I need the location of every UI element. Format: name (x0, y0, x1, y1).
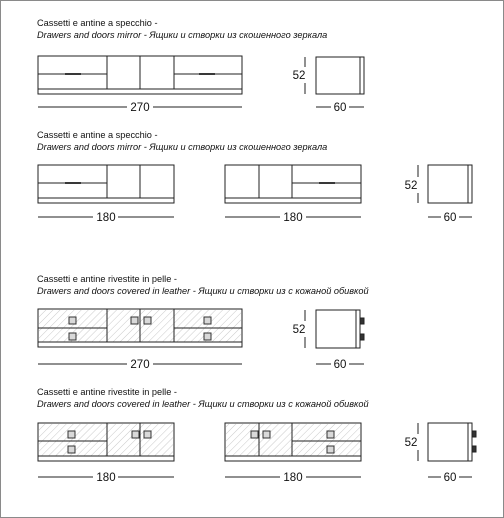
section-4-title: Cassetti e antine rivestite in pelle - (37, 387, 177, 397)
section-3-subtitle: Drawers and doors covered in leather - Ящики и створки из с кожаной обивкой (37, 286, 369, 296)
dim-label-width-180-c: 180 (96, 472, 116, 484)
section-1-subtitle: Drawers and doors mirror - Ящики и створки из скошенного зеркала (37, 30, 328, 40)
drawings (1, 1, 503, 517)
front-view-270-leather (38, 309, 242, 347)
front-view-180-leather-left (38, 423, 174, 461)
dim-label-width-180-a: 180 (96, 212, 116, 224)
section-1-title: Cassetti e antine a specchio - (37, 18, 158, 28)
dim-label-width-180-d: 180 (283, 472, 303, 484)
side-view-60-a (316, 57, 364, 94)
side-view-60-c (316, 310, 364, 348)
dim-label-height-52-c: 52 (292, 324, 306, 336)
front-view-180-leather-right (225, 423, 361, 461)
section-3-title: Cassetti e antine rivestite in pelle - (37, 274, 177, 284)
section-4-subtitle: Drawers and doors covered in leather - Ящики и створки из с кожаной обивкой (37, 399, 369, 409)
dim-label-depth-60-c: 60 (333, 359, 347, 371)
dim-label-depth-60-d: 60 (443, 472, 457, 484)
front-view-270-mirror (38, 56, 242, 94)
dim-label-width-270-a: 270 (130, 102, 150, 114)
dim-label-depth-60-a: 60 (333, 102, 347, 114)
dim-label-depth-60-b: 60 (443, 212, 457, 224)
dim-label-height-52-a: 52 (292, 70, 306, 82)
section-2-title: Cassetti e antine a specchio - (37, 130, 158, 140)
side-view-60-b (428, 165, 472, 203)
front-view-180-mirror-right (225, 165, 361, 203)
section-2-subtitle: Drawers and doors mirror - Ящики и створки из скошенного зеркала (37, 142, 328, 152)
dim-label-width-270-b: 270 (130, 359, 150, 371)
side-view-60-d (428, 423, 476, 461)
dim-label-width-180-b: 180 (283, 212, 303, 224)
dim-label-height-52-d: 52 (404, 437, 418, 449)
dim-label-height-52-b: 52 (404, 180, 418, 192)
front-view-180-mirror-left (38, 165, 174, 203)
